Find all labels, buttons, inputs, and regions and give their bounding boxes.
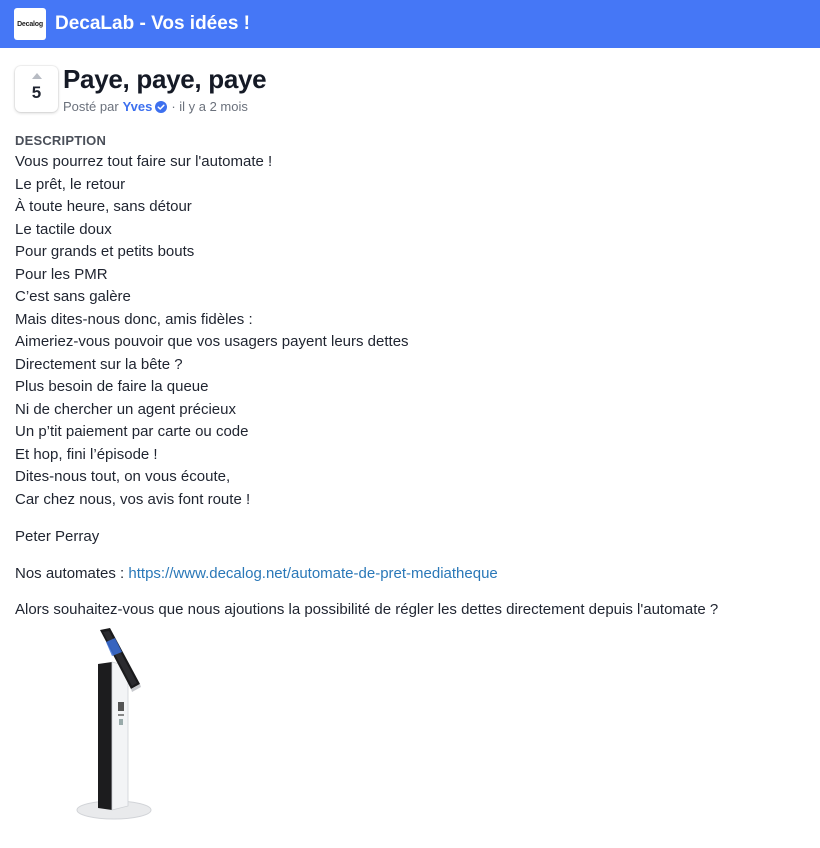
decalog-logo[interactable] (14, 8, 46, 40)
automates-label: Nos automates : (15, 565, 125, 582)
upvote-arrow-icon[interactable] (32, 73, 42, 79)
poem-line: Un p’tit paiement par carte ou code (15, 423, 249, 440)
poem-line: Plus besoin de faire la queue (15, 378, 209, 395)
poem-line: Le prêt, le retour (15, 175, 126, 193)
poem-line: Le tactile doux (15, 220, 112, 238)
description-label: DESCRIPTION (15, 133, 107, 148)
upvote-button[interactable] (15, 66, 58, 112)
poem-line: Pour grands et petits bouts (15, 243, 195, 260)
poem-line: C’est sans galère (15, 288, 131, 305)
kiosk-image (70, 626, 160, 826)
poem-line: À toute heure, sans détour (15, 198, 192, 215)
poem-line: Mais dites-nous donc, amis fidèles : (15, 310, 253, 328)
verified-badge-icon (155, 101, 167, 113)
post-meta (63, 99, 248, 114)
post-time: · il y a 2 mois (171, 99, 248, 114)
poem-line: Car chez nous, vos avis font route ! (15, 490, 251, 508)
automates-line (15, 564, 498, 584)
poem-line: Vous pourrez tout faire sur l'automate ! (15, 153, 273, 170)
poem-line: Dites-nous tout, on vous écoute, (15, 468, 231, 485)
top-bar (0, 0, 820, 48)
poem-line: Pour les PMR (15, 265, 108, 283)
description-poem (15, 151, 409, 511)
poem-line: Et hop, fini l’épisode ! (15, 445, 158, 463)
vote-count: 5 (31, 83, 42, 102)
poem-line: Aimeriez-vous pouvoir que vos usagers payent leurs dettes (15, 333, 409, 350)
question-text: Alors souhaitez-vous que nous ajoutions la possibilité de régler les dettes directement depuis l'automate ? (15, 601, 719, 618)
posted-by-label: Posté par (63, 99, 119, 114)
poem-line: Directement sur la bête ? (15, 355, 183, 373)
post-title: Paye, paye, paye (63, 64, 267, 94)
app-title[interactable]: DecaLab - Vos idées ! (55, 13, 250, 34)
poem-line: Ni de chercher un agent précieux (15, 400, 236, 418)
automates-link[interactable]: https://www.decalog.net/automate-de-pret-mediatheque (128, 565, 498, 582)
signature: Peter Perray (15, 528, 100, 545)
author-link[interactable]: Yves (122, 99, 153, 114)
logo-text: Decalog (17, 20, 43, 28)
